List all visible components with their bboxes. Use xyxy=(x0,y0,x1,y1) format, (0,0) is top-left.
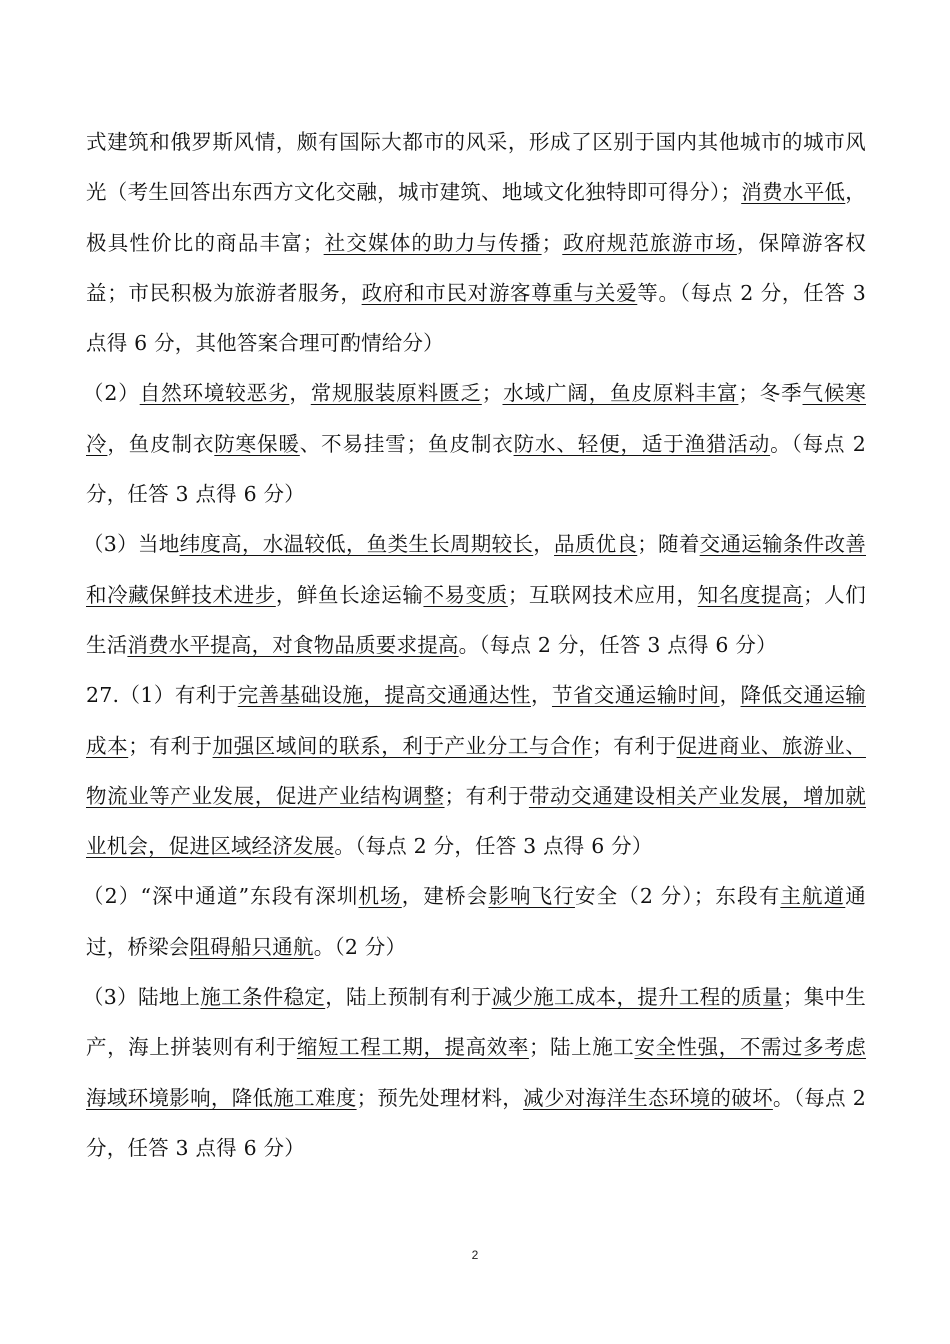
underlined-key-point: 政府规范旅游市场 xyxy=(562,230,737,255)
answer-text: ，鲜鱼长途运输 xyxy=(275,582,424,607)
answer-text: ，极具性价比的商品丰富； xyxy=(86,180,866,255)
underlined-key-point: 品质优良 xyxy=(554,532,638,557)
answer-paragraph xyxy=(83,368,867,519)
answer-text: ，保障游客权益；市民积极为旅游者服务， xyxy=(86,230,866,305)
underlined-key-point: 水域广阔，鱼皮原料丰富 xyxy=(502,381,739,406)
answer-text: ； xyxy=(541,230,563,255)
answer-text: 。（每点 2 分，任答 3 点得 6 分） xyxy=(86,431,867,507)
underlined-key-point: 常规服装原料匮乏 xyxy=(310,381,482,406)
underlined-key-point: 施工条件稳定 xyxy=(200,985,326,1010)
underlined-key-point: 防水、轻便，适于渔猎活动 xyxy=(513,431,771,456)
answer-text: 。（每点 2 分，任答 3 点得 6 分） xyxy=(334,834,653,859)
answer-text: （3）当地 xyxy=(83,532,180,557)
underlined-key-point: 减少对海洋生态环境的破坏 xyxy=(523,1085,773,1110)
answer-paragraph xyxy=(86,117,866,368)
answer-text: ；陆上施工 xyxy=(528,1035,635,1060)
answer-text: ；互联网技术应用， xyxy=(507,582,698,607)
answer-text: 安全（2 分）；东段有 xyxy=(574,884,781,909)
underlined-key-point: 减少施工成本，提升工程的质量 xyxy=(491,985,783,1010)
answer-text: 、不易挂雪；鱼皮制衣 xyxy=(299,431,514,456)
answer-text: ， xyxy=(531,683,552,708)
answer-text: （2） xyxy=(83,381,140,406)
answer-paragraph xyxy=(83,972,867,1173)
answer-paragraph xyxy=(83,871,866,972)
answer-text: ；集中生产，海上拼装则有利于 xyxy=(86,985,866,1060)
underlined-key-point: 纬度高，水温较低，鱼类生长周期较长 xyxy=(179,532,534,557)
underlined-key-point: 消费水平低 xyxy=(741,180,846,205)
underlined-key-point: 缩短工程工期，提高效率 xyxy=(296,1035,529,1060)
answer-text: ；有利于 xyxy=(444,783,529,808)
answer-text: 通过，桥梁会 xyxy=(86,884,866,959)
underlined-key-point: 机场 xyxy=(358,884,402,909)
underlined-key-point: 加强区域间的联系，利于产业分工与合作 xyxy=(212,733,593,758)
underlined-key-point: 安全性强，不需过多考虑海域环境影响，降低施工难度 xyxy=(86,1035,867,1110)
answer-text: （2）“深中通道”东段有深圳 xyxy=(83,884,359,909)
page-number: 2 xyxy=(471,1248,479,1262)
underlined-key-point: 完善基础设施，提高交通通达性 xyxy=(237,683,532,708)
answer-text: ；冬季 xyxy=(738,381,803,406)
answer-text: （3）陆地上 xyxy=(83,985,201,1010)
underlined-key-point: 气候寒冷 xyxy=(86,381,866,456)
answer-text: ；人们生活 xyxy=(86,582,866,657)
underlined-key-point: 影响飞行 xyxy=(488,884,575,909)
underlined-key-point: 节省交通运输时间 xyxy=(551,683,720,708)
answer-paragraph xyxy=(86,670,866,871)
answer-text: 27.（1）有利于 xyxy=(86,683,238,708)
underlined-key-point: 政府和市民对游客尊重与关爱 xyxy=(361,280,638,305)
answer-text: 式建筑和俄罗斯风情，颇有国际大都市的风采，形成了区别于国内其他城市的城市风光（考生回答出东西方文化交融，城市建筑、地域文化独特即可得分）； xyxy=(86,130,866,205)
answer-text: 等。（每点 2 分，任答 3 点得 6 分，其他答案合理可酌情给分） xyxy=(86,280,866,356)
underlined-key-point: 促进商业、旅游业、物流业等产业发展，促进产业结构调整 xyxy=(86,733,866,808)
underlined-key-point: 社交媒体的助力与传播 xyxy=(323,230,542,255)
answer-text: ， xyxy=(533,532,555,557)
answer-text: ，陆上预制有利于 xyxy=(325,985,492,1010)
answer-text: 。（每点 2 分，任答 3 点得 6 分） xyxy=(86,1085,866,1160)
answer-text: ；有利于 xyxy=(592,733,677,758)
answer-text: ；有利于 xyxy=(128,733,213,758)
underlined-key-point: 不易变质 xyxy=(423,582,508,607)
answer-content xyxy=(83,117,867,1173)
underlined-key-point: 消费水平提高，对食物品质要求提高 xyxy=(127,632,459,657)
underlined-key-point: 主航道 xyxy=(780,884,846,909)
underlined-key-point: 知名度提高 xyxy=(697,582,804,607)
underlined-key-point: 降低交通运输成本 xyxy=(86,683,866,758)
answer-text: ， xyxy=(289,381,311,406)
underlined-key-point: 防寒保暖 xyxy=(214,431,300,456)
answer-text: ；随着 xyxy=(637,532,700,557)
answer-text: ； xyxy=(481,381,503,406)
underlined-key-point: 带动交通建设相关产业发展，增加就业机会，促进区域经济发展 xyxy=(86,783,866,859)
answer-text: ；预先处理材料， xyxy=(356,1085,524,1110)
answer-text: 。（2 分） xyxy=(313,934,407,959)
answer-paragraph xyxy=(83,519,866,670)
underlined-key-point: 阻碍船只通航 xyxy=(189,934,314,959)
answer-text: 。（每点 2 分，任答 3 点得 6 分） xyxy=(458,632,777,657)
underlined-key-point: 交通运输条件改善和冷藏保鲜技术进步 xyxy=(86,532,866,607)
answer-text: ， xyxy=(719,683,741,708)
answer-text: ，建桥会 xyxy=(401,884,489,909)
answer-text: ，鱼皮制衣 xyxy=(107,431,215,456)
underlined-key-point: 自然环境较恶劣 xyxy=(139,381,290,406)
